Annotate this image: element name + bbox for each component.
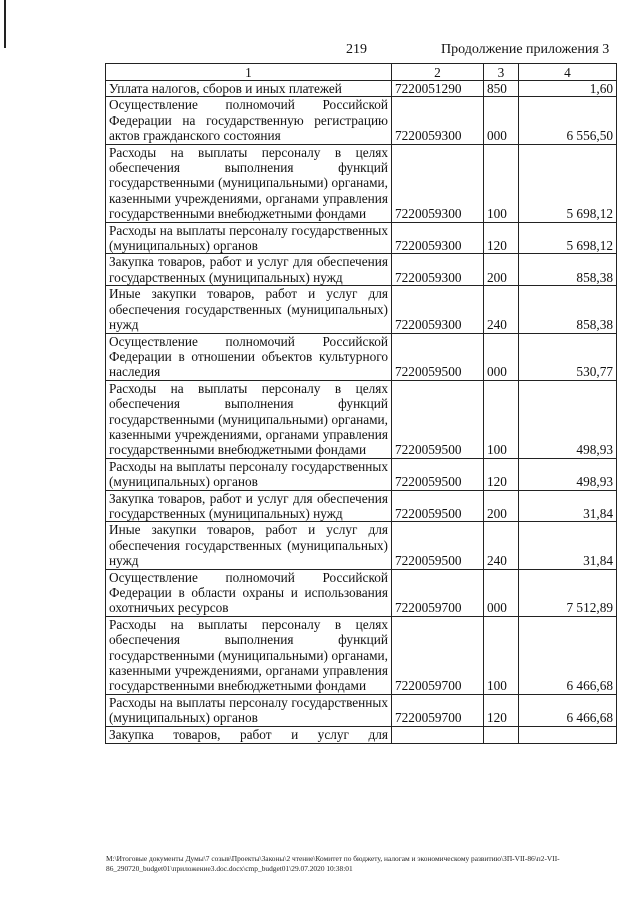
table-row	[106, 616, 617, 694]
row-expense-type: 120	[484, 222, 519, 254]
row-amount: 5 698,12	[519, 144, 617, 222]
row-target-code: 7220051290	[392, 81, 484, 97]
row-name: Расходы на выплаты персоналу государственных (муниципальных) органов	[106, 222, 392, 254]
row-amount: 7 512,89	[519, 569, 617, 616]
empty-cell	[519, 726, 617, 743]
table-row	[106, 694, 617, 726]
row-expense-type: 240	[484, 286, 519, 333]
row-expense-type: 100	[484, 380, 519, 458]
file-path-footer: М:\Итоговые документы Думы\7 созыв\Проекты\Законы\2 чтение\Комитет по бюджету, налогам и экономическому развитию\ЗП-VII-86\п2-VII-86_290720_budget01\приложение3.doc.docx\cmp_budget01\29.07.2020 10:38:01	[106, 854, 560, 873]
table-row	[106, 458, 617, 490]
row-name: Закупка товаров, работ и услуг для обеспечения государственных (муниципальных) нужд	[106, 490, 392, 522]
row-expense-type: 200	[484, 254, 519, 286]
row-target-code: 7220059700	[392, 616, 484, 694]
row-expense-type: 850	[484, 81, 519, 97]
row-amount: 858,38	[519, 254, 617, 286]
table-row	[106, 81, 617, 97]
row-amount: 1,60	[519, 81, 617, 97]
row-name: Уплата налогов, сборов и иных платежей	[106, 81, 392, 97]
row-amount: 858,38	[519, 286, 617, 333]
row-name: Иные закупки товаров, работ и услуг для обеспечения государственных (муниципальных) нужд	[106, 522, 392, 569]
row-target-code: 7220059500	[392, 380, 484, 458]
row-name: Расходы на выплаты персоналу в целях обеспечения выполнения функций государственными (муниципальными) органами, казенными учреждениями, органами управления государственными внебюджетными фондами	[106, 144, 392, 222]
continuation-caption: Продолжение приложения 3	[441, 42, 610, 57]
table-row	[106, 522, 617, 569]
row-name: Осуществление полномочий Российской Федерации на государственную регистрацию актов гражданского состояния	[106, 97, 392, 144]
row-name: Расходы на выплаты персоналу государственных (муниципальных) органов	[106, 694, 392, 726]
row-expense-type: 200	[484, 490, 519, 522]
row-amount: 6 466,68	[519, 616, 617, 694]
row-target-code: 7220059300	[392, 254, 484, 286]
row-target-code: 7220059300	[392, 144, 484, 222]
table-row	[106, 333, 617, 380]
row-amount: 498,93	[519, 458, 617, 490]
page-number: 219	[346, 42, 367, 57]
row-target-code: 7220059700	[392, 694, 484, 726]
table-row	[106, 97, 617, 144]
column-number: 1	[106, 64, 392, 81]
row-target-code: 7220059300	[392, 286, 484, 333]
row-target-code: 7220059300	[392, 222, 484, 254]
column-number: 4	[519, 64, 617, 81]
row-target-code: 7220059500	[392, 522, 484, 569]
column-number-row	[106, 64, 617, 81]
row-expense-type: 100	[484, 144, 519, 222]
row-name: Иные закупки товаров, работ и услуг для обеспечения государственных (муниципальных) нужд	[106, 286, 392, 333]
table-row	[106, 222, 617, 254]
row-expense-type: 120	[484, 458, 519, 490]
row-expense-type: 240	[484, 522, 519, 569]
table-row	[106, 490, 617, 522]
margin-mark	[4, 0, 6, 48]
row-name: Расходы на выплаты персоналу в целях обеспечения выполнения функций государственными (муниципальными) органами, казенными учреждениями, органами управления государственными внебюджетными фондами	[106, 616, 392, 694]
row-expense-type: 100	[484, 616, 519, 694]
table-row	[106, 380, 617, 458]
row-amount: 31,84	[519, 522, 617, 569]
row-name: Закупка товаров, работ и услуг для обеспечения государственных (муниципальных) нужд	[106, 254, 392, 286]
row-target-code: 7220059500	[392, 458, 484, 490]
column-number: 2	[392, 64, 484, 81]
row-target-code: 7220059500	[392, 490, 484, 522]
row-name: Закупка товаров, работ и услуг для	[106, 726, 392, 743]
row-target-code: 7220059700	[392, 569, 484, 616]
row-name: Осуществление полномочий Российской Федерации в области охраны и использования охотничьих ресурсов	[106, 569, 392, 616]
table-row	[106, 144, 617, 222]
table-row-partial	[106, 726, 617, 743]
row-expense-type: 120	[484, 694, 519, 726]
row-amount: 498,93	[519, 380, 617, 458]
row-amount: 5 698,12	[519, 222, 617, 254]
row-name: Расходы на выплаты персоналу государственных (муниципальных) органов	[106, 458, 392, 490]
row-amount: 530,77	[519, 333, 617, 380]
row-name: Расходы на выплаты персоналу в целях обеспечения выполнения функций государственными (муниципальными) органами, казенными учреждениями, органами управления государственными внебюджетными фондами	[106, 380, 392, 458]
row-expense-type: 000	[484, 569, 519, 616]
row-expense-type: 000	[484, 333, 519, 380]
row-target-code: 7220059500	[392, 333, 484, 380]
row-amount: 6 556,50	[519, 97, 617, 144]
table-row	[106, 286, 617, 333]
row-target-code: 7220059300	[392, 97, 484, 144]
budget-table	[105, 63, 617, 744]
row-name: Осуществление полномочий Российской Федерации в отношении объектов культурного наследия	[106, 333, 392, 380]
row-amount: 31,84	[519, 490, 617, 522]
empty-cell	[392, 726, 484, 743]
row-expense-type: 000	[484, 97, 519, 144]
row-amount: 6 466,68	[519, 694, 617, 726]
column-number: 3	[484, 64, 519, 81]
empty-cell	[484, 726, 519, 743]
table-row	[106, 569, 617, 616]
table-row	[106, 254, 617, 286]
